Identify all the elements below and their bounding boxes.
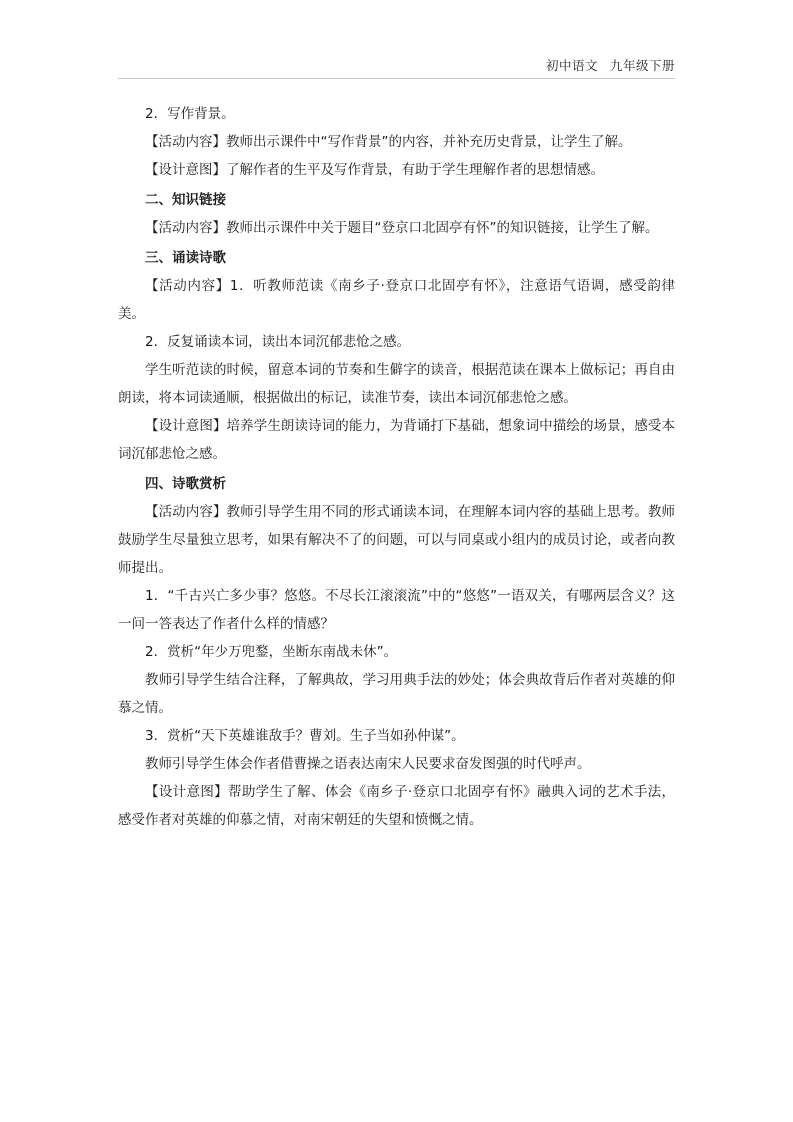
header-subject: 初中语文 <box>545 58 598 73</box>
guide-3: 教师引导学生体会作者借曹操之语表达南宋人民要求奋发图强的时代呼声。 <box>145 756 591 772</box>
design-intent-3: 【设计意图】帮助学生了解、体会《南乡子·登京口北固亭有怀》融典入词的艺术手法，感受作者对英雄的仰慕之情，对南宋朝廷的失望和愤慨之情。 <box>118 784 675 828</box>
heading-recite-poem: 三、诵读诗歌 <box>145 250 226 266</box>
design-intent-1: 【设计意图】了解作者的生平及写作背景，有助于学生理解作者的思想情感。 <box>145 162 604 178</box>
heading-knowledge-link: 二、知识链接 <box>145 192 226 208</box>
heading-poem-appreciation: 四、诗歌赏析 <box>145 476 226 492</box>
activity-content-2: 【活动内容】教师出示课件中关于题目“登京口北固亭有怀”的知识链接，让学生了解。 <box>145 220 659 236</box>
activity-content-1: 【活动内容】教师出示课件中“写作背景”的内容，并补充历史背景，让学生了解。 <box>145 134 632 150</box>
question-3: 3．赏析“天下英雄谁敌手？曹刘。生子当如孙仲谋”。 <box>145 728 465 744</box>
question-1: 1．“千古兴亡多少事？悠悠。不尽长江滚滚流”中的“悠悠”一语双关，有哪两层含义？这一问一答表达了作者什么样的情感？ <box>118 588 675 632</box>
page-header <box>546 56 675 74</box>
guide-2: 教师引导学生结合注释，了解典故，学习用典手法的妙处；体会典故背后作者对英雄的仰慕之情。 <box>118 672 675 716</box>
activity-content-4: 【活动内容】教师引导学生用不同的形式诵读本词，在理解本词内容的基础上思考。教师鼓励学生尽量独立思考，如果有解决不了的问题，可以与同桌或小组内的成员讨论，或者向教师提出。 <box>118 504 675 576</box>
header-grade: 九年级下册 <box>609 58 675 73</box>
item-writing-background: 2．写作背景。 <box>145 106 235 122</box>
question-2: 2．赏析“年少万兜鍪，坐断东南战未休”。 <box>145 644 398 660</box>
item-repeat-recite: 2．反复诵读本词，读出本词沉郁悲怆之感。 <box>145 334 411 350</box>
student-reading-guide: 学生听范读的时候，留意本词的节奏和生僻字的读音，根据范读在课本上做标记；再自由朗读，将本词读通顺，根据做出的标记，读准节奏，读出本词沉郁悲怆之感。 <box>118 362 675 406</box>
document-body <box>118 100 675 834</box>
design-intent-2: 【设计意图】培养学生朗读诗词的能力，为背诵打下基础，想象词中描绘的场景，感受本词沉郁悲怆之感。 <box>118 418 675 462</box>
activity-content-3: 【活动内容】1．听教师范读《南乡子·登京口北固亭有怀》，注意语气语调，感受韵律美。 <box>118 278 675 322</box>
header-divider <box>118 78 675 79</box>
